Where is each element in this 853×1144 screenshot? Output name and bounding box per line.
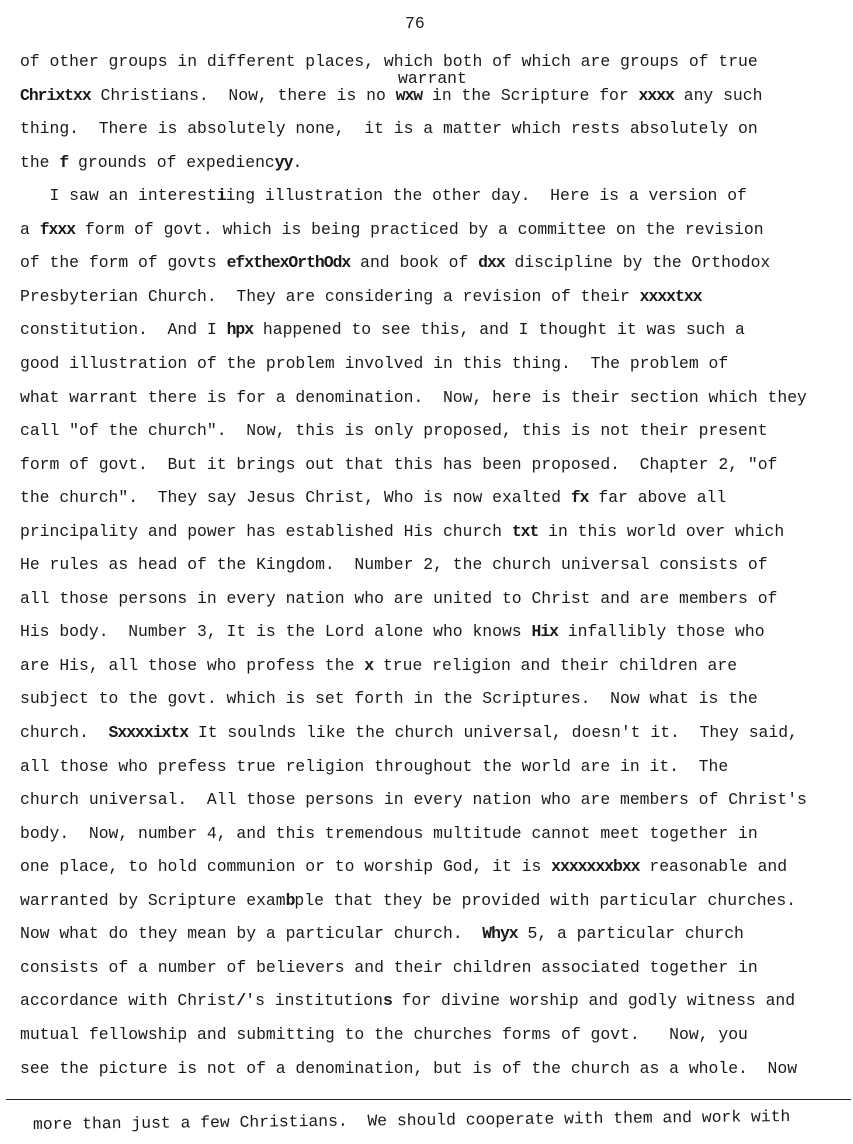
text-segment: in the Scripture for — [422, 85, 639, 105]
text-segment: happened to see this, and I thought it was such a — [253, 320, 745, 340]
text-segment: and book of — [350, 253, 479, 273]
struck-out-text: fx — [570, 488, 589, 508]
struck-out-text: xxxxtxx — [639, 286, 702, 306]
struck-out-text: yy — [274, 152, 293, 172]
text-segment: principality and power has established His church — [20, 521, 512, 541]
text-segment: form of govt. which is being practiced by a committee on the revision — [75, 219, 764, 239]
text-line — [20, 86, 762, 105]
text-segment: grounds of expedienc — [68, 152, 275, 172]
text-line — [20, 1025, 748, 1044]
struck-out-text: x — [364, 655, 374, 675]
text-segment: church universal. All those persons in every nation who are members of Christ's — [20, 790, 807, 810]
text-line — [20, 790, 807, 809]
text-line — [20, 388, 807, 407]
text-segment: . — [292, 152, 303, 172]
text-line — [20, 186, 747, 205]
struck-out-text: xxxx — [638, 85, 674, 105]
text-line — [20, 589, 777, 608]
text-segment: for divine worship and godly witness and — [391, 991, 796, 1011]
struck-out-text: Chrixtxx — [20, 85, 91, 105]
footer-line: more than just a few Christians. We should cooperate with them and work with — [32, 1107, 791, 1134]
text-segment: all those persons in every nation who are united to Christ and are members of — [20, 588, 778, 608]
text-line — [20, 689, 758, 708]
text-segment: 's institution — [245, 991, 383, 1011]
text-segment: see the picture is not of a denomination, but is of the church as a whole. Now — [20, 1058, 798, 1078]
text-segment: form of govt. But it brings out that this has been proposed. Chapter 2, "of — [20, 454, 778, 474]
page-number: 76 — [405, 14, 425, 33]
text-segment: any such — [673, 85, 763, 105]
text-line — [20, 991, 795, 1010]
text-line — [20, 656, 737, 675]
text-segment: in this world over which — [538, 521, 785, 541]
struck-out-text: f — [59, 152, 69, 172]
text-segment: ple that they be provided with particular churches. — [294, 890, 797, 910]
text-segment: the church". They say Jesus Christ, Who is now exalted — [20, 488, 571, 508]
text-line — [20, 555, 768, 574]
text-line — [20, 354, 728, 373]
text-segment: a — [20, 219, 40, 239]
struck-out-text: hpx — [226, 320, 254, 340]
struck-out-text: Whyx — [482, 924, 518, 944]
text-line — [20, 220, 764, 239]
text-segment: He rules as head of the Kingdom. Number 2, the church universal consists of — [20, 555, 768, 575]
text-line — [20, 622, 765, 641]
text-line — [20, 320, 745, 339]
text-segment: Christians. Now, there is no — [90, 85, 396, 105]
struck-out-text: efxthexOrthOdx — [226, 253, 351, 273]
text-segment: of other groups in different places, which both of which are groups of true — [20, 52, 758, 71]
text-segment: true religion and their children are — [373, 655, 738, 675]
text-segment: call "of the church". Now, this is only proposed, this is not their present — [20, 421, 768, 441]
text-segment: far above all — [588, 488, 727, 508]
struck-out-text: / — [236, 991, 246, 1011]
text-line — [20, 723, 798, 742]
text-line — [20, 488, 726, 507]
text-line — [20, 857, 787, 876]
text-segment: infallibly those who — [558, 622, 765, 642]
text-line — [20, 287, 702, 306]
text-segment: mutual fellowship and submitting to the churches forms of govt. Now, you — [20, 1024, 748, 1044]
text-line — [20, 958, 758, 977]
text-segment: Now what do they mean by a particular church. — [20, 924, 483, 944]
text-segment: discipline by the Orthodox — [504, 253, 771, 273]
text-segment: 5, a particular church — [517, 924, 744, 944]
text-segment: what warrant there is for a denomination. Now, here is their section which they — [20, 387, 807, 407]
struck-out-text: xxxxxxxbxx — [551, 857, 640, 877]
struck-out-text: b — [285, 890, 295, 910]
text-segment: consists of a number of believers and their children associated together in — [20, 957, 758, 977]
text-line — [20, 924, 744, 943]
text-segment: good illustration of the problem involved in this thing. The problem of — [20, 353, 729, 373]
text-line — [20, 455, 777, 474]
text-segment: are His, all those who profess the — [20, 655, 365, 675]
text-segment: the — [20, 152, 60, 172]
text-segment: constitution. And I — [20, 320, 227, 340]
interlinear-insertion: warrant — [398, 69, 467, 88]
text-line — [20, 52, 758, 71]
text-segment: reasonable and — [639, 857, 788, 877]
struck-out-text: Hix — [531, 622, 558, 642]
struck-out-text: i — [216, 186, 226, 206]
text-segment: subject to the govt. which is set forth in the Scriptures. Now what is the — [20, 689, 758, 709]
text-segment: church. — [20, 723, 109, 742]
text-segment: one place, to hold communion or to worship God, it is — [20, 857, 552, 877]
text-segment: It soulnds like the church universal, doesn't it. They said, — [188, 723, 798, 742]
text-segment: Presbyterian Church. They are considering a revision of their — [20, 286, 640, 306]
struck-out-text: txt — [511, 521, 539, 541]
text-segment: ing illustration the other day. Here is a version of — [225, 186, 747, 206]
text-line — [20, 824, 758, 843]
text-segment: all those who prefess true religion throughout the world are in it. The — [20, 756, 729, 776]
text-segment: I saw an interest — [20, 186, 217, 206]
struck-out-text: dxx — [478, 253, 505, 273]
text-line — [20, 119, 758, 138]
struck-out-text: wxw — [395, 85, 423, 105]
text-segment: thing. There is absolutely none, it is a matter which rests absolutely on — [20, 119, 758, 139]
struck-out-text: s — [382, 991, 392, 1011]
text-line — [20, 1059, 797, 1078]
text-line — [20, 421, 768, 440]
text-segment: His body. Number 3, It is the Lord alone who knows — [20, 622, 532, 642]
text-line — [20, 891, 796, 910]
text-segment: accordance with Christ — [20, 991, 237, 1011]
struck-out-text: fxxx — [39, 219, 76, 239]
text-line — [20, 253, 770, 272]
text-line — [20, 522, 784, 541]
struck-out-text: Sxxxxixtx — [108, 723, 189, 742]
text-segment: warranted by Scripture exam — [20, 890, 286, 910]
text-segment: body. Now, number 4, and this tremendous multitude cannot meet together in — [20, 823, 758, 843]
divider-rule — [6, 1099, 851, 1100]
text-line — [20, 757, 728, 776]
text-line — [20, 153, 302, 172]
text-segment: of the form of govts — [20, 253, 227, 273]
